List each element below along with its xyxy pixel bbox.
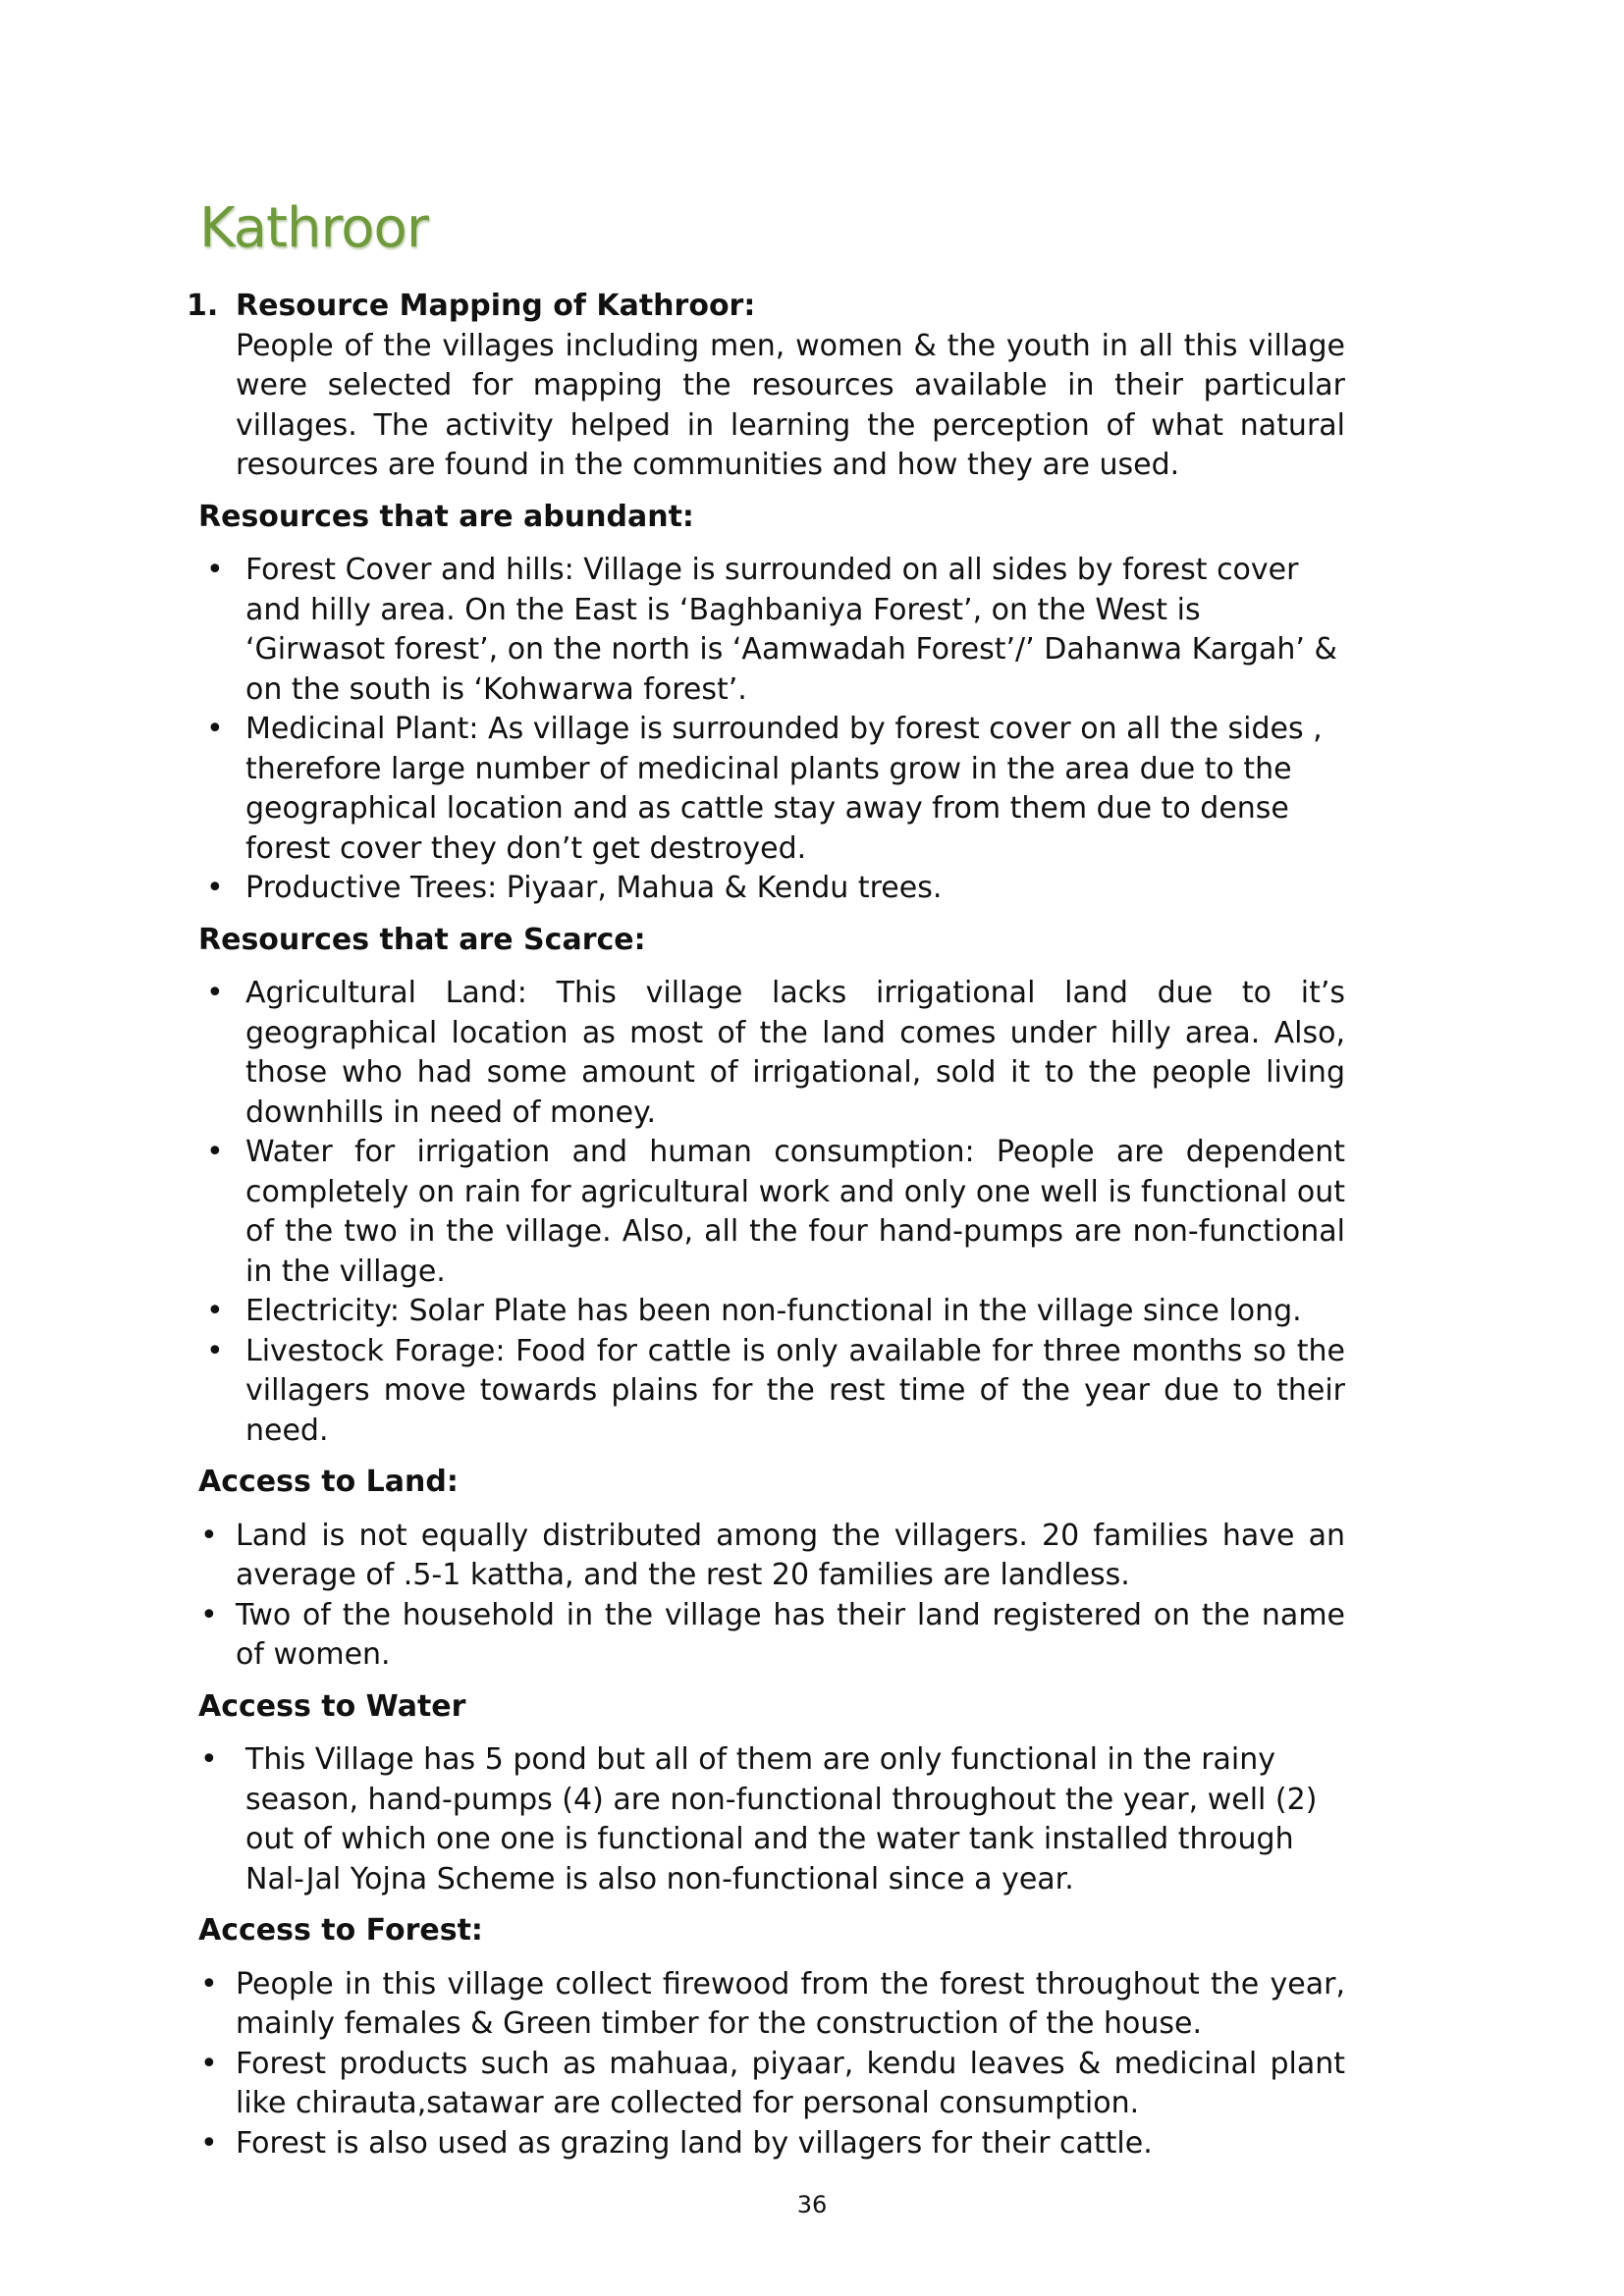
section-paragraph: People of the villages including men, women & the youth in all this village were selected for mapping the resources available in their particular villages. The activity helped in learning the perception of what natural resources are found in the communities and how they are used.: [236, 328, 1345, 482]
land-list: [187, 1517, 1345, 1676]
forest-heading: Access to Forest:: [198, 1913, 483, 1948]
water-heading: Access to Water: [198, 1688, 466, 1724]
bullet-icon: •: [206, 712, 224, 746]
document-body: [187, 287, 1345, 2173]
water-list: [187, 1740, 1345, 1899]
list-item: • Livestock Forage: Food for cattle is only available for three months so the villagers move towards plains for the rest time of the year due to their need.: [187, 1332, 1345, 1452]
bullet-icon: •: [206, 1294, 224, 1328]
bullet-icon: •: [206, 553, 224, 587]
list-item: • Water for irrigation and human consumption: People are dependent completely on rain for agricultural work and only one well is functional out of the two in the village. Also, all the four hand-pumps are non-functional in the village.: [187, 1133, 1345, 1292]
list-item: • Electricity: Solar Plate has been non-functional in the village since long.: [187, 1292, 1345, 1332]
list-item: • Forest is also used as grazing land by villagers for their cattle.: [187, 2124, 1345, 2164]
list-item: • People in this village collect firewood from the forest throughout the year, mainly females & Green timber for the construction of the house.: [187, 1965, 1345, 2045]
bullet-icon: •: [206, 871, 224, 905]
list-item: • Two of the household in the village has their land registered on the name of women.: [187, 1596, 1345, 1676]
section-heading: [187, 287, 1345, 327]
bullet-icon: •: [200, 1518, 218, 1553]
list-item: • Forest products such as mahuaa, piyaar, kendu leaves & medicinal plant like chirauta,satawar are collected for personal consumption.: [187, 2045, 1345, 2124]
abundant-heading: Resources that are abundant:: [198, 499, 694, 534]
land-heading: Access to Land:: [198, 1465, 459, 1499]
section-title: Resource Mapping of Kathroor:: [236, 289, 756, 323]
bullet-icon: •: [206, 976, 224, 1010]
bullet-icon: •: [200, 1597, 218, 1632]
bullet-icon: •: [200, 2125, 218, 2161]
list-item: • Agricultural Land: This village lacks irrigational land due to it’s geographical location as most of the land comes under hilly area. Also, those who had some amount of irrigational, sold it to the people living downhills in need of money.: [187, 974, 1345, 1133]
list-item: • This Village has 5 pond but all of them are only functional in the rainy season, hand-pumps (4) are non-functional throughout the year, well (2) out of which one one is functional and the water tank installed through Nal-Jal Yojna Scheme is also non-functional since a year.: [187, 1740, 1345, 1899]
list-item: • Productive Trees: Piyaar, Mahua & Kendu trees.: [187, 869, 1345, 909]
bullet-icon: •: [206, 1135, 224, 1169]
bullet-icon: •: [200, 2046, 218, 2081]
abundant-list: [187, 551, 1345, 909]
list-item: • Medicinal Plant: As village is surrounded by forest cover on all the sides , therefore large number of medicinal plants grow in the area due to the geographical location and as cattle stay away from them due to dense forest cover they don’t get destroyed.: [187, 710, 1345, 869]
scarce-heading: Resources that are Scarce:: [198, 922, 646, 957]
page-number: 36: [796, 2191, 828, 2218]
bullet-icon: •: [206, 1333, 224, 1368]
scarce-list: [187, 974, 1345, 1451]
bullet-icon: •: [200, 1742, 218, 1777]
page-title: Kathroor: [199, 196, 428, 260]
forest-list: [187, 1965, 1345, 2164]
list-item: • Forest Cover and hills: Village is surrounded on all sides by forest cover and hilly area. On the East is ‘Baghbaniya Forest’, on the West is ‘Girwasot forest’, on the north is ‘Aamwadah Forest’/’ Dahanwa Kargah’ & on the south is ‘Kohwarwa forest’.: [187, 551, 1345, 710]
section-number: 1.: [187, 289, 219, 323]
bullet-icon: •: [200, 1966, 218, 2002]
list-item: • Land is not equally distributed among the villagers. 20 families have an average of .5-1 kattha, and the rest 20 families are landless.: [187, 1517, 1345, 1596]
